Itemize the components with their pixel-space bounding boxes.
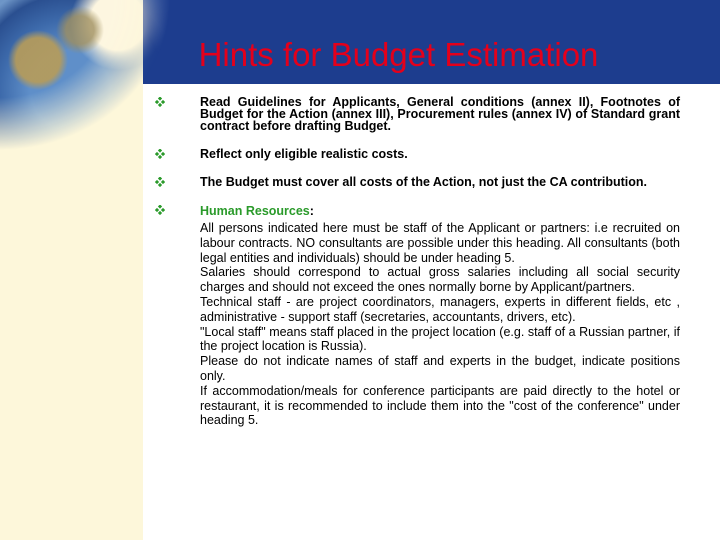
bullet-item [155,96,680,132]
diamond-cluster-icon [155,149,165,159]
bullet-item [155,148,680,160]
human-resources-label: Human Resources [200,204,310,218]
heading-colon: : [309,204,314,218]
hr-paragraph: Technical staff - are project coordinators, managers, experts in different fields, etc , administrative - support staff (secretaries, accountants, drivers, etc). [200,294,680,324]
bullet-text: The Budget must cover all costs of the Action, not just the CA contribution. [200,175,648,189]
bullet-item-human-resources [155,204,680,428]
hr-paragraph: Please do not indicate names of staff and experts in the budget, indicate positions only. [200,354,680,383]
hr-paragraph: All persons indicated here must be staff of the Applicant or partners: i.e recruited on labour contracts. NO consultants are possible under this heading. All consultants (both legal entities and individuals) should be under heading 5. [200,221,680,265]
diamond-cluster-icon [155,205,165,215]
bullet-text: Reflect only eligible realistic costs. [200,147,408,161]
hr-paragraph: Salaries should correspond to actual gross salaries including all social security charges and should not exceed the ones normally borne by Applicant/partners. [200,265,680,295]
human-resources-heading [200,204,680,218]
diamond-cluster-icon [155,97,165,107]
hr-paragraph: If accommodation/meals for conference participants are paid directly to the hotel or restaurant, it is recommended to include them into the "cost of the conference" under heading 5. [200,383,680,428]
slide-title: Hints for Budget Estimation [198,36,599,73]
bullet-item [155,176,680,188]
bullet-list [155,96,680,444]
hr-paragraph: "Local staff" means staff placed in the project location (e.g. staff of a Russian partner, if the project location is Russia). [200,324,680,354]
bullet-text: Read Guidelines for Applicants, General conditions (annex II), Footnotes of Budget for the Action (annex III), Procurement rules (annex IV) of Standard grant contract before drafting Budget. [200,95,680,133]
diamond-cluster-icon [155,177,165,187]
